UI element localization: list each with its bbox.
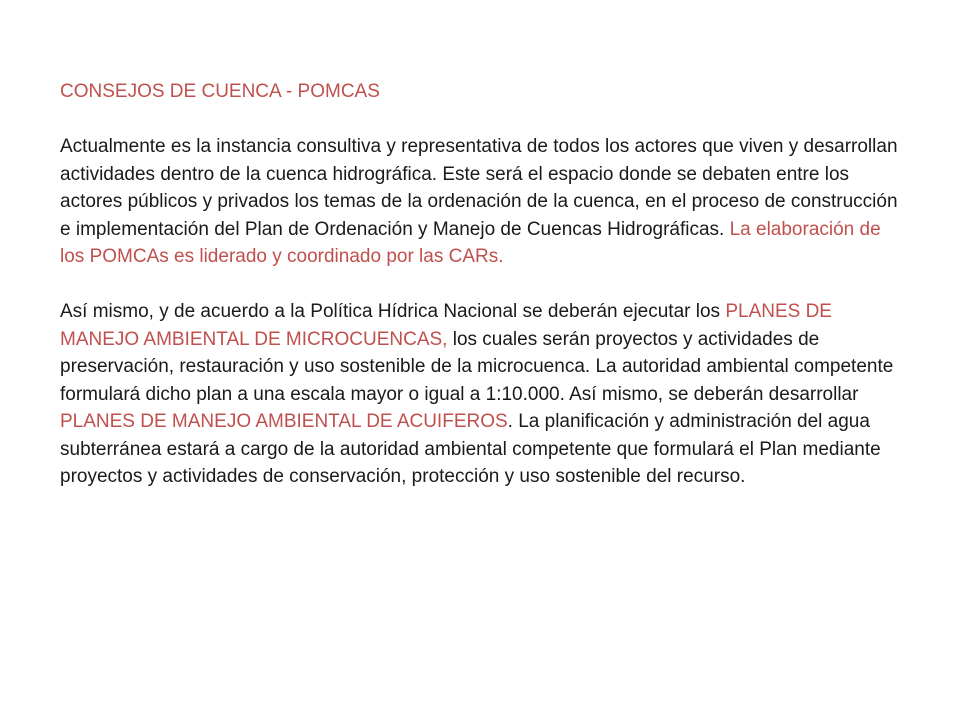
highlight-acuiferos: PLANES DE MANEJO AMBIENTAL DE ACUIFEROS <box>60 411 508 432</box>
slide-title: CONSEJOS DE CUENCA - POMCAS <box>60 81 380 102</box>
paragraph-2-text-c: . La planificación y administración del agua subterránea estará a cargo de la autoridad ambiental competente que formulará el Plan mediante proyectos y actividades de conservación, protección y uso sostenible del recurso. <box>60 411 881 487</box>
slide-content <box>60 78 908 491</box>
paragraph-management-plans <box>60 298 908 491</box>
paragraph-2-text-a: Así mismo, y de acuerdo a la Política Hídrica Nacional se deberán ejecutar los <box>60 301 726 322</box>
paragraph-1-text: Actualmente es la instancia consultiva y representativa de todos los actores que viven y desarrollan actividades dentro de la cuenca hidrográfica. Este será el espacio donde se debaten entre los actores públicos y privados los temas de la ordenación de la cuenca, en el proceso de construcción e implementación del Plan de Ordenación y Manejo de Cuencas Hidrográficas. <box>60 136 898 240</box>
highlight-microcuencas: PLANES DE MANEJO AMBIENTAL DE MICROCUENCAS, <box>60 301 832 350</box>
paragraph-council-description <box>60 133 908 271</box>
paragraph-1-highlight: La elaboración de los POMCAs es liderado y coordinado por las CARs. <box>60 218 881 267</box>
paragraph-2-text-b: los cuales serán proyectos y actividades de preservación, restauración y uso sostenible de la microcuenca. La autoridad ambiental competente formulará dicho plan a una escala mayor o igual a 1:10.000. Así mismo, se deberán desarrollar <box>60 328 894 405</box>
